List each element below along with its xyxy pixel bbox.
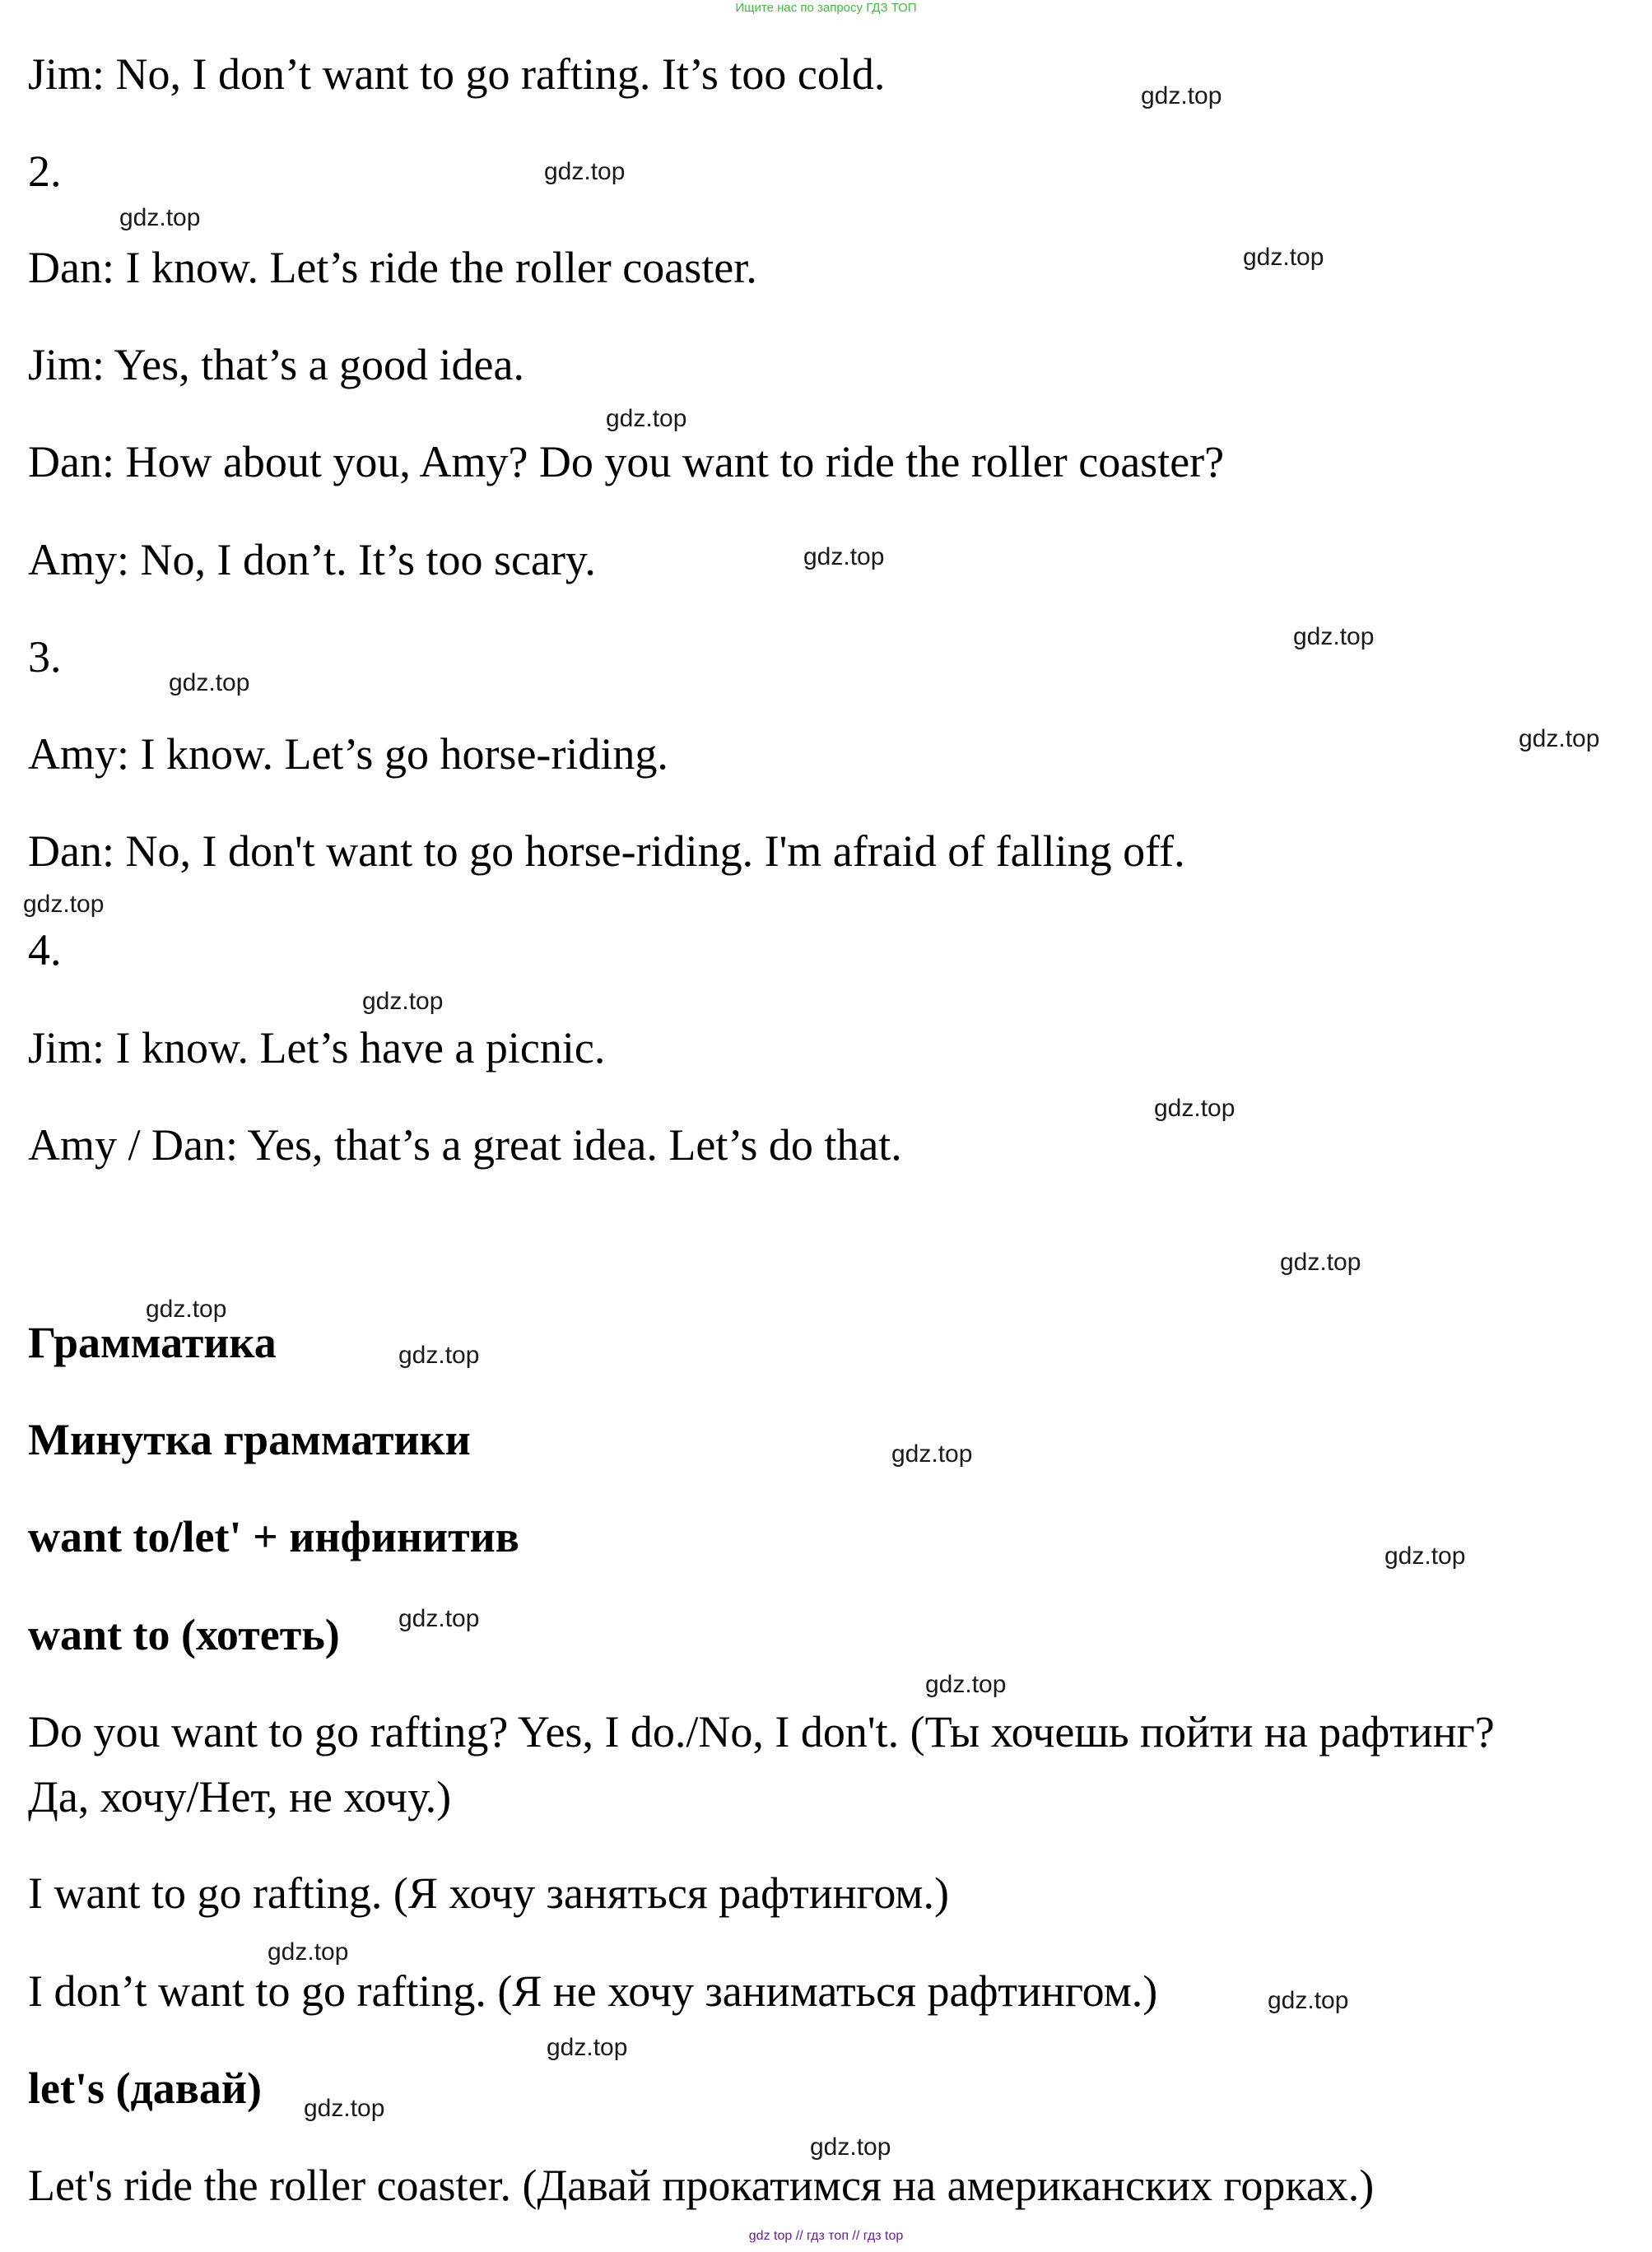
dialogue-line: Jim: Yes, that’s a good idea.: [28, 340, 524, 389]
watermark: gdz.top: [925, 1671, 1007, 1698]
watermark: gdz.top: [362, 988, 444, 1015]
section-number: 3.: [28, 632, 62, 682]
watermark: gdz.top: [23, 891, 105, 918]
lets-example: Let's ride the roller coaster. (Давай прокатимся на американских горках.): [28, 2161, 1375, 2210]
watermark: gdz.top: [1141, 82, 1222, 109]
grammar-subheading: Минутка грамматики: [28, 1415, 471, 1464]
watermark: gdz.top: [1519, 725, 1600, 752]
footer-watermark: gdz top // гдз топ // гдз top: [748, 2229, 904, 2243]
want-to-example: I don’t want to go rafting. (Я не хочу заниматься рафтингом.): [28, 1966, 1158, 2016]
watermark: gdz.top: [547, 2034, 628, 2061]
watermark: gdz.top: [1154, 1095, 1236, 1122]
grammar-rule-title: want to/let' + инфинитив: [28, 1512, 519, 1561]
watermark: gdz.top: [1280, 1249, 1361, 1276]
dialogue-line: Jim: No, I don’t want to go rafting. It’s too cold.: [28, 49, 886, 99]
watermark: gdz.top: [606, 405, 687, 432]
want-to-example: I want to go rafting. (Я хочу заняться рафтингом.): [28, 1868, 949, 1918]
dialogue-line: Dan: I know. Let’s ride the roller coaster.: [28, 243, 757, 292]
want-to-example: Do you want to go rafting? Yes, I do./No, I don't. (Ты хочешь пойти на рафтинг?: [28, 1707, 1495, 1756]
dialogue-line: Dan: No, I don't want to go horse-riding. I'm afraid of falling off.: [28, 826, 1185, 876]
section-number: 2.: [28, 147, 62, 196]
watermark: gdz.top: [1243, 244, 1324, 271]
want-to-example-continued: Да, хочу/Нет, не хочу.): [28, 1772, 452, 1822]
dialogue-line: Amy: No, I don’t. It’s too scary.: [28, 535, 596, 584]
watermark: gdz.top: [119, 204, 201, 231]
watermark: gdz.top: [398, 1342, 480, 1369]
watermark: gdz.top: [268, 1938, 349, 1966]
watermark: gdz.top: [544, 158, 626, 185]
watermark: gdz.top: [1293, 623, 1375, 650]
watermark: gdz.top: [1384, 1542, 1466, 1570]
grammar-heading: Грамматика: [28, 1318, 277, 1367]
lets-title: let's (давай): [28, 2064, 263, 2113]
watermark: gdz.top: [398, 1605, 480, 1632]
dialogue-line: Amy: I know. Let’s go horse-riding.: [28, 729, 668, 779]
dialogue-line: Dan: How about you, Amy? Do you want to ride the roller coaster?: [28, 437, 1225, 486]
top-banner: Ищите нас по запросу ГДЗ ТОП: [735, 1, 917, 15]
watermark: gdz.top: [169, 669, 250, 696]
watermark: gdz.top: [304, 2095, 385, 2122]
dialogue-line: Jim: I know. Let’s have a picnic.: [28, 1023, 606, 1072]
watermark: gdz.top: [146, 1296, 227, 1323]
watermark: gdz.top: [803, 543, 885, 570]
section-number: 4.: [28, 925, 62, 975]
watermark: gdz.top: [810, 2133, 891, 2161]
dialogue-line: Amy / Dan: Yes, that’s a great idea. Let’s do that.: [28, 1120, 902, 1170]
want-to-title: want to (хотеть): [28, 1610, 340, 1659]
watermark: gdz.top: [1268, 1987, 1349, 2014]
watermark: gdz.top: [891, 1440, 973, 1468]
